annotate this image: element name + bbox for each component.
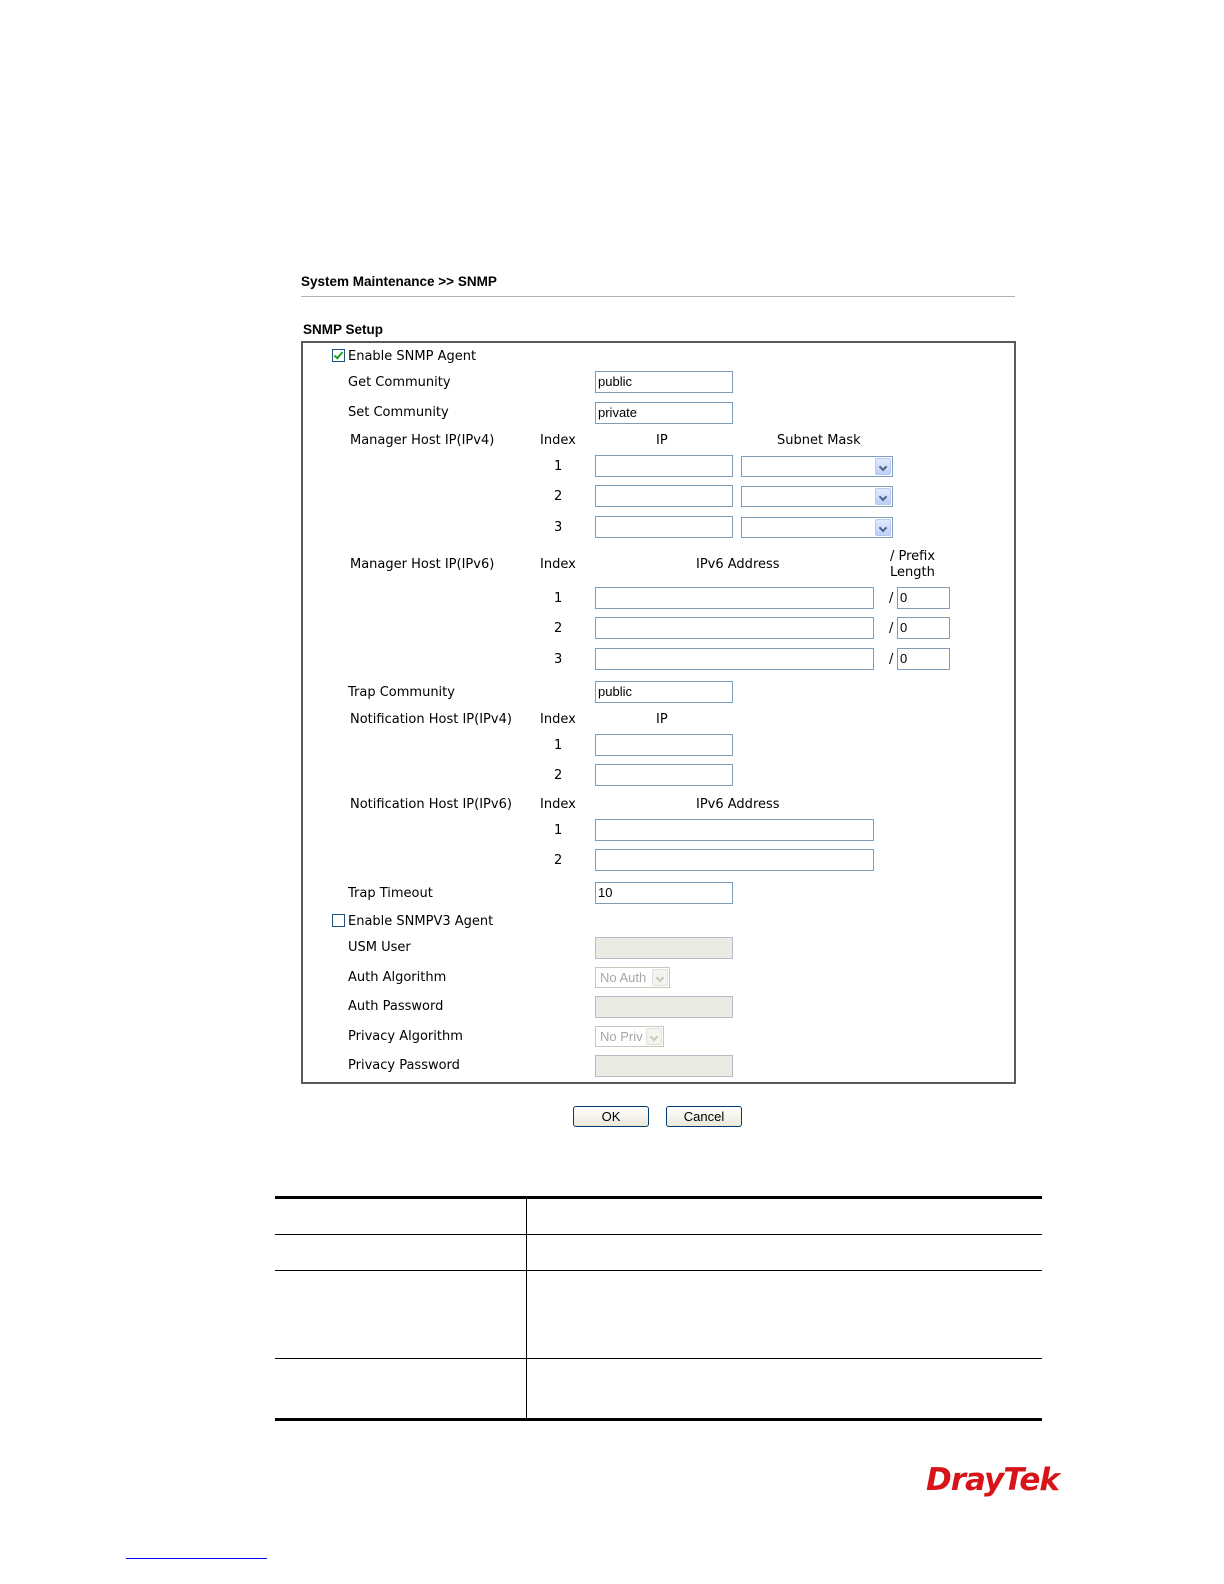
table-row-divider	[275, 1234, 1042, 1235]
chevron-down-icon	[875, 488, 891, 505]
notify-ipv4-index: 2	[554, 768, 563, 783]
chevron-down-icon	[875, 458, 891, 475]
header-divider	[301, 296, 1015, 297]
manager-ipv4-index: 1	[554, 459, 563, 474]
manager-ipv4-ip-input[interactable]	[595, 516, 733, 538]
manager-ipv6-address-input[interactable]	[595, 587, 874, 609]
auth-algorithm-label: Auth Algorithm	[348, 970, 447, 985]
manager-ipv4-ip-input[interactable]	[595, 485, 733, 507]
manager-ipv6-index: 1	[554, 591, 563, 606]
ok-button[interactable]: OK	[573, 1106, 649, 1127]
enable-snmpv3-agent-checkbox[interactable]	[332, 914, 345, 927]
trap-timeout-label: Trap Timeout	[348, 886, 433, 901]
manager-ipv6-address-input[interactable]	[595, 648, 874, 670]
notify-ipv6-address-header: IPv6 Address	[696, 797, 780, 812]
table-top-border	[275, 1196, 1042, 1199]
get-community-label: Get Community	[348, 375, 451, 390]
manager-ipv4-index: 2	[554, 489, 563, 504]
manager-ipv4-mask-select[interactable]	[741, 486, 893, 507]
manager-ipv6-index-header: Index	[540, 557, 576, 572]
manager-ipv6-prefix-input[interactable]: 0	[897, 587, 950, 609]
privacy-algorithm-label: Privacy Algorithm	[348, 1029, 463, 1044]
manager-ipv4-mask-header: Subnet Mask	[777, 433, 861, 448]
privacy-password-label: Privacy Password	[348, 1058, 460, 1073]
enable-snmp-agent-label: Enable SNMP Agent	[348, 349, 477, 364]
trap-community-label: Trap Community	[348, 685, 455, 700]
auth-password-label: Auth Password	[348, 999, 444, 1014]
prefix-slash: /	[889, 621, 894, 636]
notify-ipv6-index: 2	[554, 853, 563, 868]
chevron-down-icon	[875, 519, 891, 536]
notify-ipv6-index-header: Index	[540, 797, 576, 812]
cancel-button[interactable]: Cancel	[666, 1106, 742, 1127]
chevron-down-icon	[652, 969, 668, 986]
notify-ipv6-address-input[interactable]	[595, 849, 874, 871]
manager-ipv6-prefix-header: / Prefix	[890, 549, 936, 564]
table-column-divider	[526, 1197, 527, 1420]
manager-ipv6-prefix-input[interactable]: 0	[897, 617, 950, 639]
prefix-slash: /	[889, 652, 894, 667]
manager-ipv4-ip-header: IP	[656, 433, 668, 448]
notify-ipv4-ip-input[interactable]	[595, 734, 733, 756]
auth-algorithm-value: No Auth	[600, 970, 647, 985]
notify-ipv6-label: Notification Host IP(IPv6)	[350, 797, 512, 812]
privacy-algorithm-value: No Priv	[600, 1029, 643, 1044]
manager-ipv6-prefix-input[interactable]: 0	[897, 648, 950, 670]
notify-ipv6-index: 1	[554, 823, 563, 838]
privacy-algorithm-select[interactable]	[595, 1026, 664, 1047]
notify-ipv6-address-input[interactable]	[595, 819, 874, 841]
table-row-divider	[275, 1358, 1042, 1359]
enable-snmpv3-agent-label: Enable SNMPV3 Agent	[348, 914, 494, 929]
privacy-password-input[interactable]	[595, 1055, 733, 1077]
notify-ipv4-label: Notification Host IP(IPv4)	[350, 712, 512, 727]
get-community-input[interactable]: public	[595, 371, 733, 393]
notify-ipv4-index: 1	[554, 738, 563, 753]
auth-password-input[interactable]	[595, 996, 733, 1018]
manager-ipv6-prefix-header-length: Length	[890, 565, 935, 580]
manager-ipv4-label: Manager Host IP(IPv4)	[350, 433, 495, 448]
breadcrumb: System Maintenance >> SNMP	[301, 274, 497, 289]
enable-snmp-agent-checkbox[interactable]	[332, 349, 345, 362]
usm-user-input[interactable]	[595, 937, 733, 959]
trap-community-input[interactable]: public	[595, 681, 733, 703]
notify-ipv4-index-header: Index	[540, 712, 576, 727]
manager-ipv4-ip-input[interactable]	[595, 455, 733, 477]
draytek-logo: DrayTek	[926, 1462, 1059, 1498]
manager-ipv6-index: 2	[554, 621, 563, 636]
manager-ipv6-index: 3	[554, 652, 563, 667]
set-community-label: Set Community	[348, 405, 449, 420]
usm-user-label: USM User	[348, 940, 411, 955]
section-title: SNMP Setup	[303, 322, 384, 337]
manager-ipv6-label: Manager Host IP(IPv6)	[350, 557, 495, 572]
table-row-divider	[275, 1270, 1042, 1271]
table-bottom-border	[275, 1418, 1042, 1421]
trap-timeout-input[interactable]: 10	[595, 882, 733, 904]
prefix-slash: /	[889, 591, 894, 606]
footer-link-underline	[126, 1558, 267, 1559]
auth-algorithm-select[interactable]	[595, 967, 670, 988]
manager-ipv4-mask-select[interactable]	[741, 517, 893, 538]
notify-ipv4-ip-header: IP	[656, 712, 668, 727]
manager-ipv4-index-header: Index	[540, 433, 576, 448]
manager-ipv6-address-input[interactable]	[595, 617, 874, 639]
chevron-down-icon	[646, 1028, 662, 1045]
notify-ipv4-ip-input[interactable]	[595, 764, 733, 786]
manager-ipv4-mask-select[interactable]	[741, 456, 893, 477]
manager-ipv6-address-header: IPv6 Address	[696, 557, 780, 572]
set-community-input[interactable]: private	[595, 402, 733, 424]
manager-ipv4-index: 3	[554, 520, 563, 535]
